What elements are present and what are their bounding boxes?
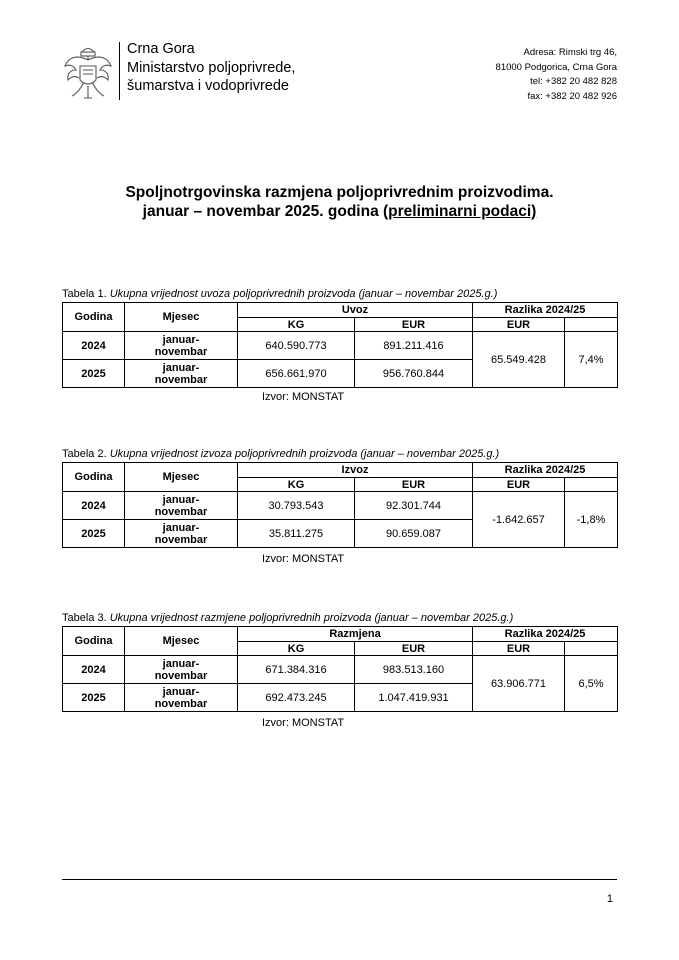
- caption-prefix: Tabela 2.: [62, 448, 110, 460]
- cell-diff-pct: 6,5%: [565, 656, 618, 712]
- col-header-diff-pct: [565, 478, 618, 492]
- table-2-exports: [62, 462, 618, 548]
- cell-year: 2024: [63, 656, 125, 684]
- cell-eur: 956.760.844: [355, 360, 473, 388]
- cell-eur: 983.513.160: [355, 656, 473, 684]
- table-row: [63, 332, 618, 360]
- cell-kg: 656.661.970: [238, 360, 355, 388]
- cell-diff-eur: -1.642.657: [473, 492, 565, 548]
- page-number: 1: [606, 893, 613, 905]
- col-header-diff-eur: EUR: [473, 318, 565, 332]
- cell-eur: 1.047.419.931: [355, 684, 473, 712]
- table-row: [63, 492, 618, 520]
- col-header-eur: EUR: [355, 318, 473, 332]
- address-line: Adresa: Rimski trg 46,: [523, 47, 617, 58]
- col-header-group: Razmjena: [238, 627, 473, 642]
- cell-month: [125, 492, 238, 520]
- caption-prefix: Tabela 3.: [62, 612, 110, 624]
- col-header-eur: EUR: [355, 478, 473, 492]
- fax-line: fax: +382 20 482 926: [527, 90, 617, 102]
- cell-diff-pct: 7,4%: [565, 332, 618, 388]
- table-row: [63, 656, 618, 684]
- footer-rule: [62, 879, 617, 880]
- header-divider: [119, 42, 120, 100]
- org-line: šumarstva i vodoprivrede: [127, 78, 289, 94]
- col-header-mjesec: Mjesec: [125, 303, 238, 332]
- letterhead: [62, 40, 617, 110]
- caption-text: Ukupna vrijednost uvoza poljoprivrednih proizvoda (januar – novembar 2025.g.): [109, 288, 498, 300]
- col-header-diff-pct: [565, 318, 618, 332]
- col-header-group: Izvoz: [238, 463, 473, 478]
- table-2-source: Izvor: MONSTAT: [262, 553, 345, 565]
- table-3-caption: [62, 612, 513, 624]
- cell-eur: 92.301.744: [355, 492, 473, 520]
- table-2-caption: [62, 448, 499, 460]
- month-part: novembar: [154, 669, 208, 682]
- col-header-godina: Godina: [63, 303, 125, 332]
- cell-diff-pct: -1,8%: [565, 492, 618, 548]
- col-header-mjesec: Mjesec: [125, 627, 238, 656]
- col-header-group: Uvoz: [238, 303, 473, 318]
- col-header-kg: KG: [238, 642, 355, 656]
- col-header-razlika: Razlika 2024/25: [473, 303, 618, 318]
- caption-prefix: Tabela 1.: [62, 288, 110, 300]
- cell-year: 2024: [63, 492, 125, 520]
- month-part: novembar: [154, 697, 208, 710]
- cell-kg: 640.590.773: [238, 332, 355, 360]
- month-part: januar-: [162, 333, 200, 346]
- col-header-kg: KG: [238, 318, 355, 332]
- col-header-razlika: Razlika 2024/25: [473, 627, 618, 642]
- col-header-diff-eur: EUR: [473, 642, 565, 656]
- cell-eur: 891.211.416: [355, 332, 473, 360]
- month-part: januar-: [162, 521, 200, 534]
- ministry-name: [127, 40, 295, 96]
- month-part: novembar: [154, 373, 208, 386]
- table-1-imports: [62, 302, 618, 388]
- table-1-caption: [62, 288, 497, 300]
- month-part: novembar: [154, 345, 208, 358]
- cell-diff-eur: 63.906.771: [473, 656, 565, 712]
- cell-month: [125, 332, 238, 360]
- cell-year: 2025: [63, 684, 125, 712]
- cell-kg: 671.384.316: [238, 656, 355, 684]
- table-1-source: Izvor: MONSTAT: [262, 391, 345, 403]
- caption-text: Ukupna vrijednost razmjene poljoprivrednih proizvoda (januar – novembar 2025.g.): [109, 612, 514, 624]
- cell-kg: 30.793.543: [238, 492, 355, 520]
- contact-info: [496, 46, 617, 104]
- col-header-razlika: Razlika 2024/25: [473, 463, 618, 478]
- col-header-eur: EUR: [355, 642, 473, 656]
- month-part: januar-: [162, 685, 200, 698]
- cell-month: [125, 360, 238, 388]
- month-part: januar-: [162, 361, 200, 374]
- cell-diff-eur: 65.549.428: [473, 332, 565, 388]
- month-part: novembar: [154, 505, 208, 518]
- cell-kg: 692.473.245: [238, 684, 355, 712]
- title-line-2: [0, 203, 679, 222]
- org-line: Crna Gora: [127, 41, 195, 57]
- col-header-godina: Godina: [63, 627, 125, 656]
- cell-year: 2025: [63, 360, 125, 388]
- caption-text: Ukupna vrijednost izvoza poljoprivrednih proizvoda (januar – novembar 2025.g.): [109, 448, 500, 460]
- cell-month: [125, 656, 238, 684]
- col-header-kg: KG: [238, 478, 355, 492]
- month-part: novembar: [154, 533, 208, 546]
- cell-kg: 35.811.275: [238, 520, 355, 548]
- col-header-godina: Godina: [63, 463, 125, 492]
- phone-line: tel: +382 20 482 828: [530, 76, 617, 87]
- col-header-mjesec: Mjesec: [125, 463, 238, 492]
- document-title: [0, 184, 679, 221]
- cell-month: [125, 520, 238, 548]
- col-header-diff-pct: [565, 642, 618, 656]
- col-header-diff-eur: EUR: [473, 478, 565, 492]
- table-3-source: Izvor: MONSTAT: [262, 717, 345, 729]
- table-3-trade: [62, 626, 618, 712]
- title-period: januar – novembar 2025. godina: [142, 202, 384, 220]
- cell-month: [125, 684, 238, 712]
- cell-year: 2024: [63, 332, 125, 360]
- title-line-1: Spoljnotrgovinska razmjena poljoprivrednim proizvodima.: [125, 184, 554, 201]
- month-part: januar-: [162, 657, 200, 670]
- cell-eur: 90.659.087: [355, 520, 473, 548]
- title-preliminary-note: (preliminarni podaci): [383, 202, 537, 220]
- address-line: 81000 Podgorica, Crna Gora: [495, 61, 617, 73]
- cell-year: 2025: [63, 520, 125, 548]
- org-line: Ministarstvo poljoprivrede,: [127, 59, 296, 76]
- coat-of-arms-icon: [62, 44, 114, 100]
- month-part: januar-: [162, 493, 200, 506]
